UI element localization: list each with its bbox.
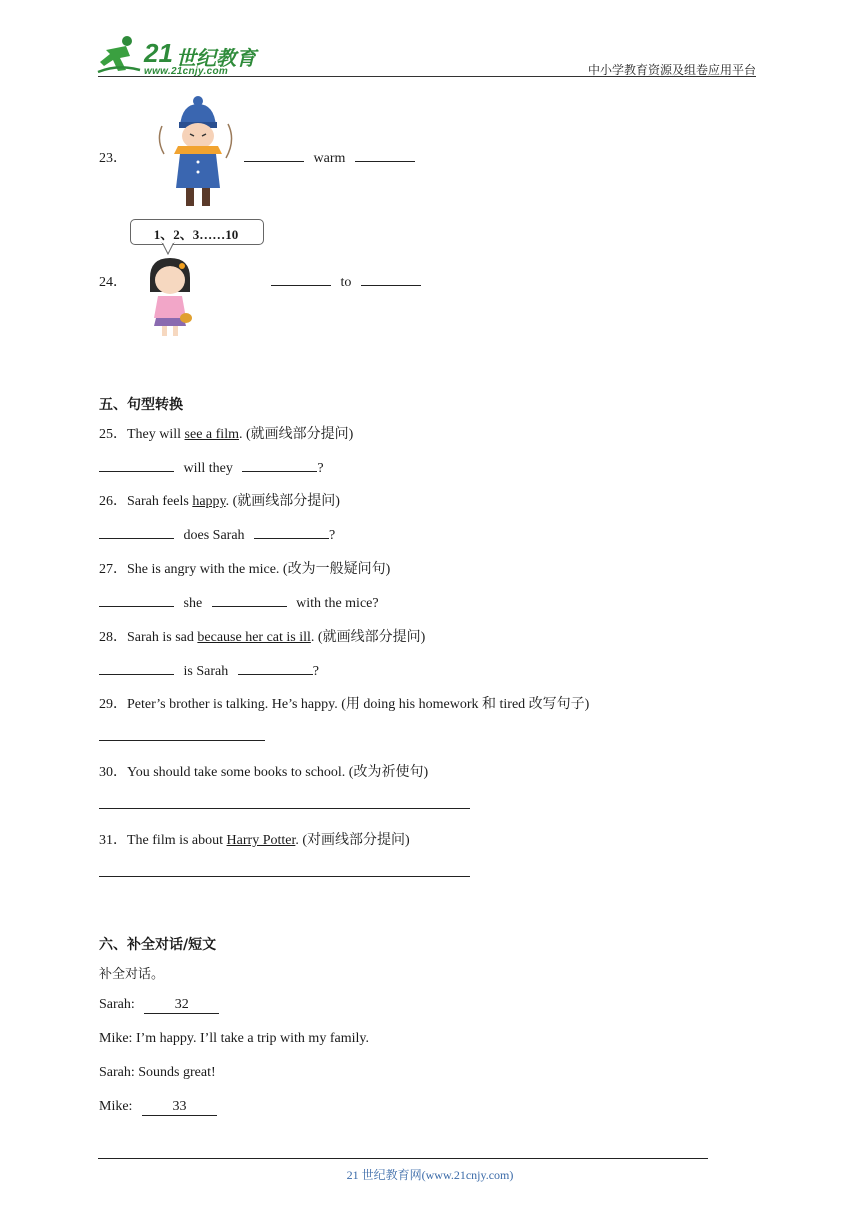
q28-answer-end: ? <box>312 664 319 679</box>
header-platform-text: 中小学教育资源及组卷应用平台 <box>587 63 756 77</box>
section5-title: 五、句型转换 <box>99 397 183 413</box>
logo-cn: 世纪教育 <box>176 46 256 70</box>
logo-url: www.21cnjy.com <box>144 66 229 77</box>
q28-answer-words: is Sarah <box>183 664 229 679</box>
header-logo <box>96 34 266 78</box>
q26-answer-words: does Sarah <box>183 528 245 543</box>
counting-girl-illustration <box>142 256 198 338</box>
dialogue-blank-33[interactable]: 33 <box>142 1099 217 1116</box>
q28-question <box>99 626 425 646</box>
q28-underlined: because her cat is ill <box>197 630 311 645</box>
q28-blank-2[interactable] <box>238 660 313 675</box>
speaker-sarah: Sarah: <box>99 997 135 1012</box>
q27-answer-end: with the mice? <box>296 596 379 611</box>
dialogue-line-2: Mike: I’m happy. I’ll take a trip with my family. <box>99 1031 369 1046</box>
q26-underlined: happy <box>192 494 226 509</box>
q31-question <box>99 829 410 849</box>
section6-instruction: 补全对话。 <box>99 967 165 982</box>
q31-underlined: Harry Potter <box>226 833 296 848</box>
dialogue-blank-32[interactable]: 32 <box>144 997 219 1014</box>
q23-number: 23． <box>99 151 127 166</box>
q24-answer-line <box>271 271 421 291</box>
cold-child-illustration <box>152 96 238 212</box>
q23-blank-1[interactable] <box>244 147 304 162</box>
q28-blank-1[interactable] <box>99 660 174 675</box>
q25-question <box>99 423 353 443</box>
q31-text-post: . (对画线部分提问) <box>295 833 410 848</box>
q28-text-pre: 28．Sarah is sad <box>99 630 198 645</box>
q27-question: 27．She is angry with the mice. (改为一般疑问句) <box>99 562 391 577</box>
header-divider <box>98 76 756 77</box>
logo-number: 21 <box>144 38 173 68</box>
q25-blank-2[interactable] <box>242 457 317 472</box>
q27-answer-word: she <box>183 596 203 611</box>
q24-blank-2[interactable] <box>361 271 421 286</box>
q29-question: 29．Peter’s brother is talking. He’s happy. (用 doing his homework 和 tired 改写句子) <box>99 697 590 712</box>
q28-answer <box>99 660 319 680</box>
q23-word: warm <box>313 151 346 166</box>
q26-blank-2[interactable] <box>254 524 329 539</box>
q29-answer-blank[interactable] <box>99 740 265 741</box>
section6-title: 六、补全对话/短文 <box>99 937 217 953</box>
footer-text[interactable]: 21 世纪教育网(www.21cnjy.com) <box>346 1168 514 1182</box>
q25-answer <box>99 457 324 477</box>
dialogue-line-4 <box>99 1099 217 1116</box>
q25-answer-words: will they <box>183 461 233 476</box>
q27-blank-1[interactable] <box>99 592 174 607</box>
dialogue-line-1 <box>99 997 219 1014</box>
q27-answer <box>99 592 379 612</box>
q25-underlined: see a film <box>184 427 239 442</box>
dialogue-line-3: Sarah: Sounds great! <box>99 1065 216 1080</box>
q25-answer-end: ? <box>317 461 324 476</box>
q30-answer-blank[interactable] <box>99 808 470 809</box>
q24-number: 24． <box>99 275 127 290</box>
q31-answer-blank[interactable] <box>99 876 470 877</box>
q26-text-post: . (就画线部分提问) <box>225 494 340 509</box>
q26-blank-1[interactable] <box>99 524 174 539</box>
runner-logo-icon <box>96 34 142 76</box>
q27-blank-2[interactable] <box>212 592 287 607</box>
speech-bubble-tail-icon <box>160 242 180 256</box>
q23-blank-2[interactable] <box>355 147 415 162</box>
q31-text-pre: 31．The film is about <box>99 833 227 848</box>
q28-text-post: . (就画线部分提问) <box>310 630 426 645</box>
q26-answer <box>99 524 335 544</box>
footer-divider <box>98 1158 708 1159</box>
q26-question <box>99 490 340 510</box>
q26-answer-end: ? <box>329 528 336 543</box>
q24-word: to <box>340 275 352 290</box>
q30-question: 30．You should take some books to school. (改为祈使句) <box>99 765 429 780</box>
q25-blank-1[interactable] <box>99 457 174 472</box>
q25-text-post: . (就画线部分提问) <box>238 427 354 442</box>
bubble-text: 1、2、3……10 <box>153 227 239 242</box>
q25-text-pre: 25．They will <box>99 427 185 442</box>
q26-text-pre: 26．Sarah feels <box>99 494 193 509</box>
q23-answer-line <box>244 147 415 167</box>
q24-blank-1[interactable] <box>271 271 331 286</box>
speaker-mike: Mike: <box>99 1099 133 1114</box>
